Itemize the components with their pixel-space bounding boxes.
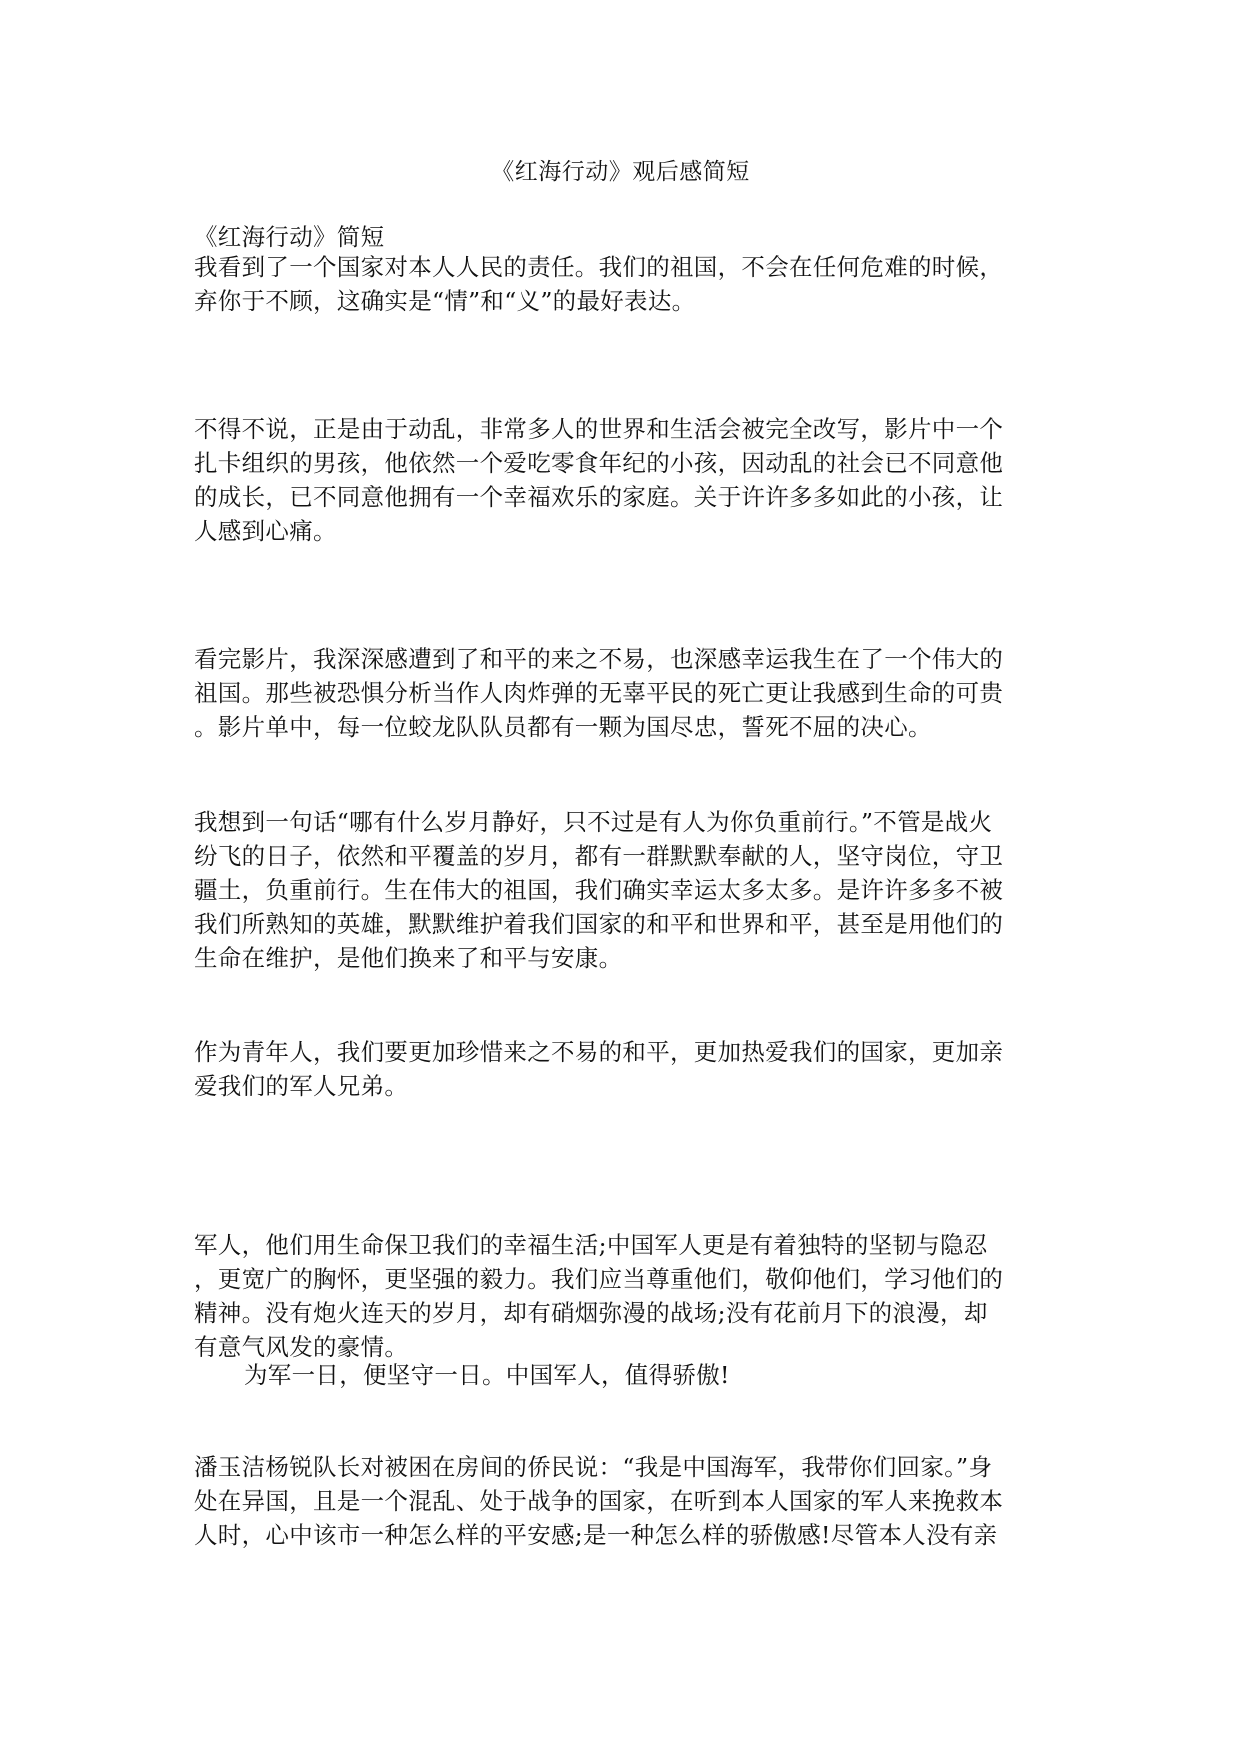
paragraph-line: 我想到一句话“哪有什么岁月静好，只不过是有人为你负重前行。”不管是战火 (194, 808, 993, 836)
document-title: 《红海行动》观后感简短 (491, 159, 750, 185)
paragraph-line: 人感到心痛。 (194, 517, 337, 545)
paragraph-2 (194, 412, 1054, 548)
paragraph-8 (194, 1450, 1054, 1552)
paragraph-line: 纷飞的日子，依然和平覆盖的岁月，都有一群默默奉献的人，坚守岗位，守卫 (194, 842, 1004, 870)
paragraph-line: 作为青年人，我们要更加珍惜来之不易的和平，更加热爱我们的国家，更加亲 (194, 1038, 1004, 1066)
paragraph-line: 的成长，已不同意他拥有一个幸福欢乐的家庭。关于许许多多如此的小孩，让 (194, 483, 1004, 511)
paragraph-line: 人时，心中该市一种怎么样的平安感;是一种怎么样的骄傲感!尽管本人没有亲 (194, 1521, 998, 1549)
paragraph-line: 不得不说，正是由于动乱，非常多人的世界和生活会被完全改写，影片中一个 (194, 415, 1004, 443)
paragraph-6 (194, 1228, 1054, 1364)
paragraph-line: 潘玉洁杨锐队长对被困在房间的侨民说：“我是中国海军，我带你们回家。”身 (194, 1453, 993, 1481)
paragraph-line: 祖国。那些被恐惧分析当作人肉炸弹的无辜平民的死亡更让我感到生命的可贵 (194, 679, 1004, 707)
paragraph-line: 精神。没有炮火连天的岁月，却有硝烟弥漫的战场;没有花前月下的浪漫，却 (194, 1299, 988, 1327)
paragraph-line: 。影片单中，每一位蛟龙队队员都有一颗为国尽忠，誓死不屈的决心。 (194, 713, 932, 741)
paragraph-line: 有意气风发的豪情。 (194, 1333, 409, 1361)
subtitle-line: 《红海行动》简短 (194, 223, 385, 251)
paragraph-5 (194, 1035, 1054, 1103)
paragraph-line: 军人，他们用生命保卫我们的幸福生活;中国军人更是有着独特的坚韧与隐忍 (194, 1231, 988, 1259)
paragraph-line: 为军一日，便坚守一日。中国军人，值得骄傲! (244, 1361, 730, 1389)
paragraph-line: 爱我们的军人兄弟。 (194, 1072, 409, 1100)
paragraph-line: 疆土，负重前行。生在伟大的祖国，我们确实幸运太多太多。是许许多多不被 (194, 876, 1004, 904)
paragraph-line: 我看到了一个国家对本人人民的责任。我们的祖国，不会在任何危难的时候， (194, 253, 1004, 281)
paragraph-line: ，更宽广的胸怀，更坚强的毅力。我们应当尊重他们，敬仰他们，学习他们的 (194, 1265, 1004, 1293)
paragraph-4 (194, 805, 1054, 975)
paragraph-line: 扎卡组织的男孩，他依然一个爱吃零食年纪的小孩，因动乱的社会已不同意他 (194, 449, 1004, 477)
paragraph-line: 弃你于不顾，这确实是“情”和“义”的最好表达。 (194, 287, 696, 315)
paragraph-7 (244, 1358, 1104, 1392)
document-subtitle (194, 220, 1054, 254)
paragraph-line: 看完影片，我深深感遭到了和平的来之不易，也深感幸运我生在了一个伟大的 (194, 645, 1004, 673)
paragraph-line: 生命在维护，是他们换来了和平与安康。 (194, 944, 623, 972)
paragraph-1 (194, 250, 1054, 318)
paragraph-line: 我们所熟知的英雄，默默维护着我们国家的和平和世界和平，甚至是用他们的 (194, 910, 1004, 938)
paragraph-line: 处在异国，且是一个混乱、处于战争的国家，在听到本人国家的军人来挽救本 (194, 1487, 1004, 1515)
paragraph-3 (194, 642, 1054, 744)
